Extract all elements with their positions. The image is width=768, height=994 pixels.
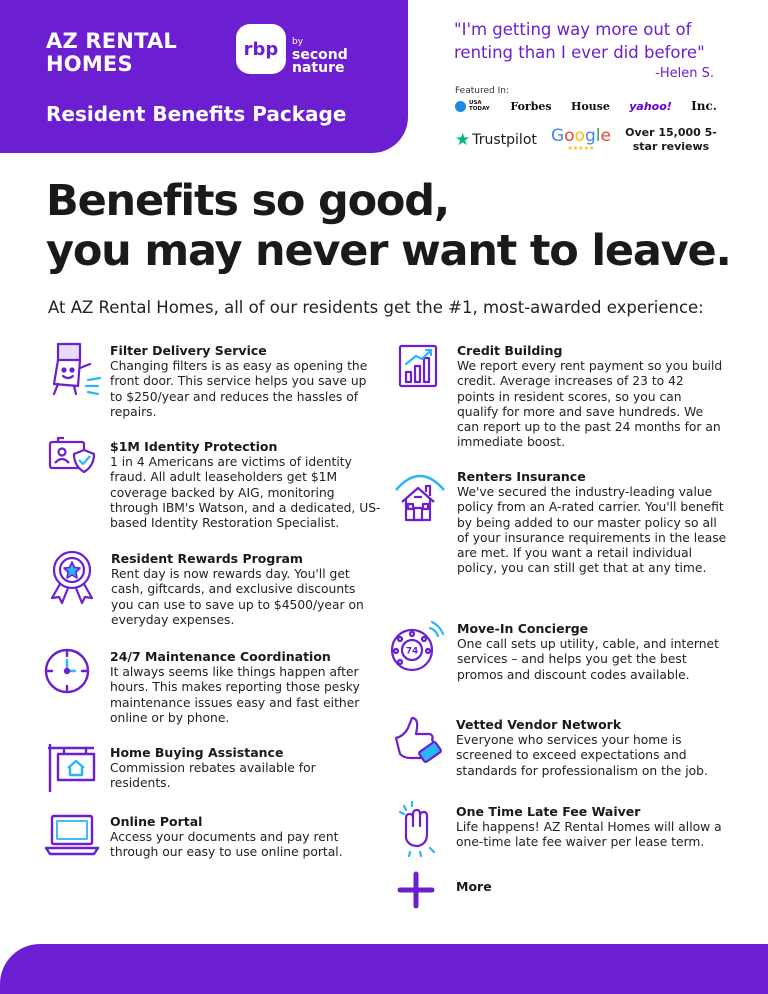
dial-icon bbox=[388, 618, 444, 674]
benefit-desc: Access your documents and pay rent through our easy to use online portal. bbox=[110, 830, 343, 860]
identity-shield-icon bbox=[44, 436, 100, 476]
plus-icon bbox=[396, 870, 436, 910]
benefit-maintenance bbox=[44, 646, 384, 731]
inc-logo: Inc. bbox=[691, 99, 717, 113]
benefit-title: Online Portal bbox=[110, 814, 203, 829]
usa-today-logo: USA TODAY bbox=[455, 100, 491, 112]
benefit-desc: Everyone who services your home is screened to exceed expectations and standards for professionalism on the job. bbox=[456, 733, 708, 778]
featured-logos bbox=[455, 98, 717, 114]
package-title: Resident Benefits Package bbox=[46, 102, 347, 126]
stars-icon: ★★★★★ bbox=[567, 144, 595, 152]
review-count: Over 15,000 5-star reviews bbox=[625, 126, 717, 153]
header-banner bbox=[0, 0, 408, 153]
second-nature-logo bbox=[292, 35, 362, 75]
benefit-credit-building bbox=[398, 340, 728, 450]
benefit-title: Filter Delivery Service bbox=[110, 343, 267, 358]
benefit-identity-protection bbox=[44, 436, 384, 536]
rbp-logo-text: rbp bbox=[243, 38, 279, 60]
featured-label: Featured In: bbox=[455, 86, 509, 96]
clock-icon bbox=[44, 646, 94, 696]
benefit-vetted-vendor bbox=[390, 714, 728, 784]
testimonial-quote: "I'm getting way more out of renting than I ever did before" bbox=[454, 20, 705, 62]
benefit-filter-delivery bbox=[44, 340, 384, 425]
more-benefits[interactable] bbox=[396, 870, 536, 914]
benefit-title: Move-In Concierge bbox=[457, 621, 589, 636]
headline-line-2: you may never want to leave. bbox=[46, 226, 731, 276]
benefit-desc: It always seems like things happen after hours. This makes reporting those pesky maintenance issues easy and fast either online or by phone. bbox=[110, 665, 360, 725]
home-sign-icon bbox=[44, 742, 100, 794]
award-ribbon-icon bbox=[44, 548, 100, 606]
bar-chart-icon bbox=[398, 340, 440, 390]
benefit-late-fee-waiver bbox=[396, 800, 728, 860]
house-umbrella-icon bbox=[392, 466, 448, 524]
svg-text:74: 74 bbox=[405, 646, 419, 657]
forbes-logo: Forbes bbox=[510, 99, 552, 113]
footer-bar bbox=[0, 944, 768, 994]
benefit-resident-rewards bbox=[44, 548, 384, 633]
yahoo-logo: yahoo! bbox=[629, 99, 672, 113]
laptop-icon bbox=[44, 812, 100, 856]
filter-box-icon bbox=[44, 340, 102, 396]
brand-name: AZ RENTAL HOMES bbox=[46, 29, 178, 76]
testimonial-author: -Helen S. bbox=[655, 66, 714, 81]
sn-by-text: by bbox=[292, 37, 304, 47]
subheadline: At AZ Rental Homes, all of our residents get the #1, most-awarded experience: bbox=[48, 298, 704, 317]
waving-hand-icon bbox=[396, 800, 438, 858]
benefit-title: 24/7 Maintenance Coordination bbox=[110, 649, 331, 664]
more-label[interactable]: More bbox=[456, 879, 492, 894]
benefit-desc: 1 in 4 Americans are victims of identity fraud. All adult leaseholders get $1M coverage backed by AIG, monitoring through IBM's Watson, and a dedicated, US-based Identity Restoration Specialist. bbox=[110, 455, 381, 531]
benefit-title: Vetted Vendor Network bbox=[456, 717, 622, 732]
benefit-title: Credit Building bbox=[457, 343, 563, 358]
thumbs-up-icon bbox=[390, 714, 446, 768]
benefit-desc: Changing filters is as easy as opening the front door. This service helps you save up to $250/year and reduces the hassles of repairs. bbox=[110, 359, 368, 419]
benefit-desc: One call sets up utility, cable, and internet services – and helps you get the best promos and discount codes available. bbox=[457, 637, 719, 682]
benefit-title: Home Buying Assistance bbox=[110, 745, 284, 760]
benefit-desc: Life happens! AZ Rental Homes will allow a one-time late fee waiver per lease term. bbox=[456, 820, 722, 850]
benefit-online-portal bbox=[44, 812, 384, 867]
benefit-home-buying bbox=[44, 742, 384, 797]
headline-line-1: Benefits so good, bbox=[46, 176, 449, 226]
benefit-desc: We've secured the industry-leading value policy from an A-rated carrier. You'll benefit by being added to our master policy so all of your insurance requirements in the lease are met. If you want a retail individual policy, you can still get that at any time. bbox=[457, 485, 727, 576]
benefit-title: Renters Insurance bbox=[457, 469, 586, 484]
house-logo: House bbox=[570, 99, 610, 113]
star-icon: ★ bbox=[455, 130, 471, 150]
benefit-move-in-concierge bbox=[388, 618, 728, 703]
sn-name-text: second nature bbox=[292, 47, 348, 76]
benefit-title: One Time Late Fee Waiver bbox=[456, 804, 641, 819]
page-headline bbox=[46, 176, 731, 276]
rbp-logo bbox=[236, 24, 286, 74]
benefit-desc: Commission rebates available for residents. bbox=[110, 761, 316, 791]
trustpilot-logo: ★ Trustpilot bbox=[455, 130, 537, 150]
benefit-title: $1M Identity Protection bbox=[110, 439, 278, 454]
benefit-desc: We report every rent payment so you build credit. Average increases of 23 to 42 points in resident scores, so you can qualify for more and save hundreds. We can report up to the past 24 months for an immediate boost. bbox=[457, 359, 723, 450]
ratings-row bbox=[455, 126, 717, 154]
google-logo: Google ★★★★★ bbox=[550, 125, 611, 152]
benefit-title: Resident Rewards Program bbox=[111, 551, 303, 566]
benefit-renters-insurance bbox=[392, 466, 728, 606]
benefit-desc: Rent day is now rewards day. You'll get cash, giftcards, and exclusive discounts you can use to save up to $4500/year on everyday expenses. bbox=[111, 567, 364, 627]
